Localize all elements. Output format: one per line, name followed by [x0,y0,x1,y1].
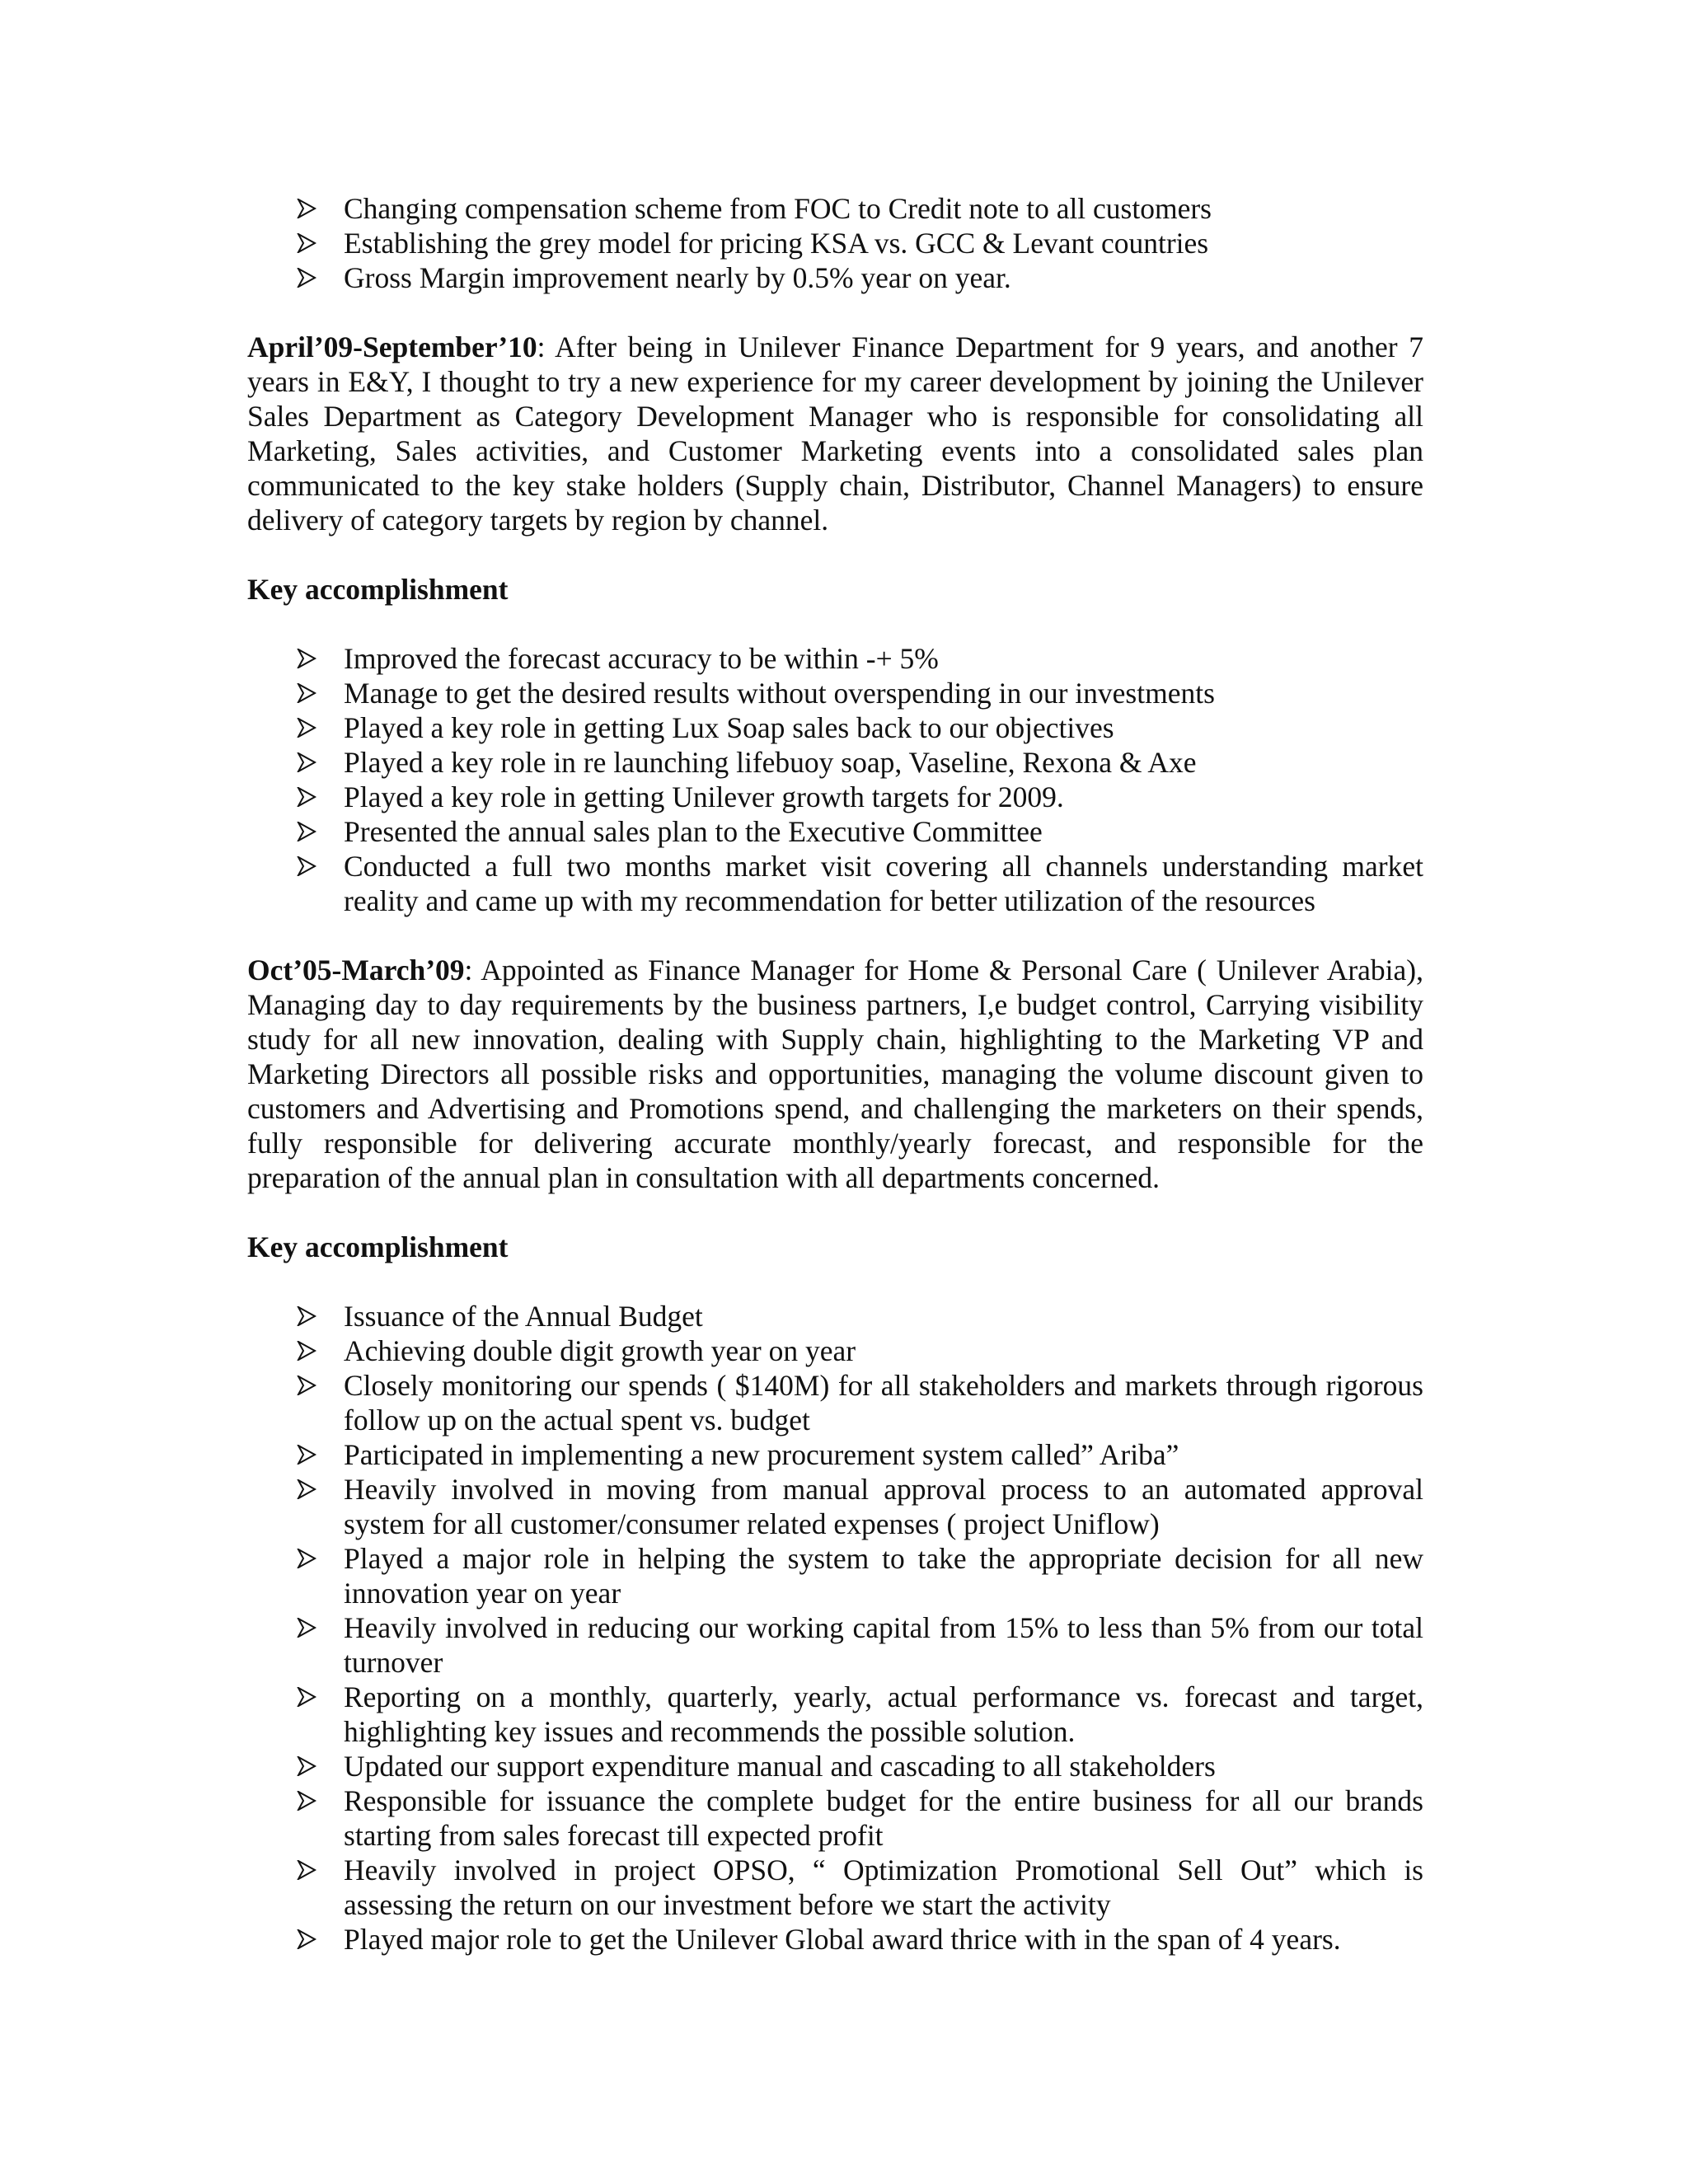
bullet-item [247,745,1423,780]
bullet-text: Achieving double digit growth year on year [344,1334,856,1367]
arrow-bullet-icon [297,1341,316,1361]
arrow-bullet-icon [297,683,316,703]
bullet-text: Gross Margin improvement nearly by 0.5% year on year. [344,261,1011,294]
role-fm-description: : Appointed as Finance Manager for Home & Personal Care ( Unilever Arabia), Managing day to day requirements by the business partners, I,e budget control, Carrying visibility study for all new innovation, dealing with Supply chain, highlighting to the Marketing VP and Marketing Directors all possible risks and opportunities, managing the volume discount given to customers and Advertising and Promotions spend, and challenging the marketers on their spends, fully responsible for delivering accurate monthly/yearly forecast, and responsible for the preparation of the annual plan in consultation with all departments concerned. [247,954,1423,1194]
document-page [247,191,1423,1957]
arrow-bullet-icon [297,199,316,218]
bullet-text: Improved the forecast accuracy to be within -+ 5% [344,642,939,675]
arrow-bullet-icon [297,1479,316,1499]
bullet-item [247,1437,1423,1472]
arrow-bullet-icon [297,822,316,841]
bullet-text: Heavily involved in moving from manual approval process to an automated approval system for all customer/consumer related expenses ( project Uniflow) [344,1473,1423,1540]
bullet-text: Heavily involved in project OPSO, “ Optimization Promotional Sell Out” which is assessing the return on our investment before we start the activity [344,1854,1423,1921]
role-cdm-heading: Key accomplishment [247,573,509,606]
role-fm-bullet-list [247,1299,1423,1957]
arrow-bullet-icon [297,1791,316,1811]
bullet-item [247,1680,1423,1749]
bullet-text: Played major role to get the Unilever Global award thrice with in the span of 4 years. [344,1923,1341,1956]
role-fm-heading: Key accomplishment [247,1230,509,1263]
role-fm-period: Oct’05-March’09 [247,954,465,987]
role-cdm-description: : After being in Unilever Finance Department for 9 years, and another 7 years in E&Y, I thought to try a new experience for my career development by joining the Unilever Sales Department as Category Development Manager who is responsible for consolidating all Marketing, Sales activities, and Customer Marketing events into a consolidated sales plan communicated to the key stake holders (Supply chain, Distributor, Channel Managers) to ensure delivery of category targets by region by channel. [247,330,1423,537]
bullet-item [247,1541,1423,1610]
top-bullet-list [247,191,1423,295]
bullet-text: Heavily involved in reducing our working capital from 15% to less than 5% from our total turnover [344,1611,1423,1679]
arrow-bullet-icon [297,752,316,772]
bullet-text: Participated in implementing a new procurement system called” Ariba” [344,1438,1179,1471]
arrow-bullet-icon [297,1756,316,1776]
arrow-bullet-icon [297,1860,316,1880]
bullet-text: Played a major role in helping the system to take the appropriate decision for all new innovation year on year [344,1542,1423,1610]
arrow-bullet-icon [297,1549,316,1568]
bullet-item [247,710,1423,745]
bullet-item [247,676,1423,710]
bullet-item [247,1472,1423,1541]
role-cdm-period: April’09-September’10 [247,330,537,363]
role-cdm-paragraph [247,330,1423,537]
bullet-text: Played a key role in re launching lifebuoy soap, Vaseline, Rexona & Axe [344,746,1197,779]
bullet-item [247,1749,1423,1783]
bullet-item [247,1299,1423,1333]
bullet-text: Reporting on a monthly, quarterly, yearly, actual performance vs. forecast and target, highlighting key issues and recommends the possible solution. [344,1680,1423,1748]
bullet-item [247,1610,1423,1680]
bullet-item [247,780,1423,814]
role-cdm-bullet-list [247,641,1423,918]
bullet-text: Presented the annual sales plan to the Executive Committee [344,815,1043,848]
bullet-text: Issuance of the Annual Budget [344,1300,703,1333]
arrow-bullet-icon [297,233,316,253]
bullet-text: Played a key role in getting Unilever growth targets for 2009. [344,780,1064,813]
bullet-item [247,226,1423,260]
bullet-text: Responsible for issuance the complete budget for the entire business for all our brands starting from sales forecast till expected profit [344,1784,1423,1852]
bullet-item [247,849,1423,918]
bullet-item [247,1922,1423,1957]
bullet-item [247,814,1423,849]
arrow-bullet-icon [297,1445,316,1465]
arrow-bullet-icon [297,1376,316,1395]
bullet-text: Updated our support expenditure manual and cascading to all stakeholders [344,1750,1216,1783]
role-fm-paragraph [247,953,1423,1195]
arrow-bullet-icon [297,649,316,668]
arrow-bullet-icon [297,268,316,288]
arrow-bullet-icon [297,787,316,807]
bullet-text: Manage to get the desired results without overspending in our investments [344,677,1215,710]
bullet-item [247,191,1423,226]
bullet-item [247,641,1423,676]
bullet-text: Played a key role in getting Lux Soap sales back to our objectives [344,711,1114,744]
bullet-text: Changing compensation scheme from FOC to Credit note to all customers [344,192,1212,225]
bullet-item [247,1853,1423,1922]
arrow-bullet-icon [297,1687,316,1707]
bullet-item [247,1783,1423,1853]
arrow-bullet-icon [297,1929,316,1949]
arrow-bullet-icon [297,1306,316,1326]
bullet-text: Establishing the grey model for pricing KSA vs. GCC & Levant countries [344,227,1209,260]
bullet-text: Conducted a full two months market visit covering all channels understanding market reality and came up with my recommendation for better utilization of the resources [344,850,1423,917]
arrow-bullet-icon [297,856,316,876]
bullet-text: Closely monitoring our spends ( $140M) for all stakeholders and markets through rigorous follow up on the actual spent vs. budget [344,1369,1423,1436]
arrow-bullet-icon [297,1618,316,1638]
bullet-item [247,1368,1423,1437]
bullet-item [247,1333,1423,1368]
bullet-item [247,260,1423,295]
arrow-bullet-icon [297,718,316,738]
